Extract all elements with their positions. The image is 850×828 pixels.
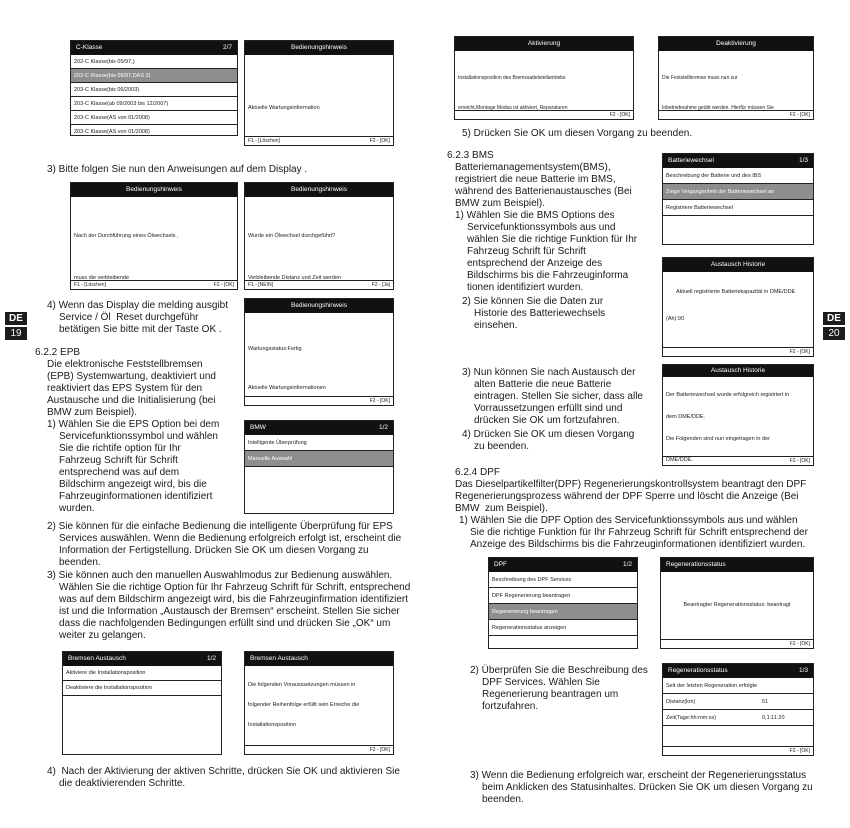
screen-footer <box>245 396 393 405</box>
epb-step4-line: 4) Nach der Aktivierung der aktiven Schritte, drücken Sie OK und aktivieren Sie <box>47 766 400 777</box>
bms-step1-line: tionen identifiziert wurden. <box>467 282 584 293</box>
yes-button[interactable]: F2 - [Ja] <box>371 282 390 288</box>
screen-page: 2/7 <box>222 44 232 51</box>
screen-title: Bedienungshinweis <box>125 186 182 193</box>
bms-intro-line: Batteriemanagementsystem(BMS), <box>455 162 611 173</box>
screen-title: DPF <box>494 561 507 568</box>
list-item[interactable]: Aktiviere die Installationsposition <box>63 666 221 681</box>
screen-line: Installationsposition des Bremssattelsteilantriebs <box>458 75 566 81</box>
screen-bremsen-austausch-1 <box>62 651 222 755</box>
screen-page: 1/2 <box>622 561 632 568</box>
list-item-selected[interactable]: Regenerierung beantragen <box>489 604 637 620</box>
epb-intro-line: Austausche und die Initialisierung (bei <box>47 395 216 406</box>
epb-step3-line: 3) Sie können auch den manuellen Auswahlmodus zur Bedienung auswählen. <box>47 570 393 581</box>
epb-step2-line: beenden. <box>59 557 101 568</box>
table-row <box>663 694 813 710</box>
f2-button[interactable]: F2 - [OK] <box>609 112 630 118</box>
screen-page: 1/3 <box>798 667 808 674</box>
dpf-step1-line: 1) Wählen Sie die DPF Option des Servicefunktionssymbols aus und wählen <box>459 515 798 526</box>
bms-intro-line: BMW zum Beispiel). <box>455 198 546 209</box>
screen-title-bar <box>455 37 633 51</box>
bms-step1-line: entsprechend der Anzeige des <box>467 258 603 269</box>
list-item[interactable]: 202-C Klasse(bis 05/97,) <box>71 55 237 69</box>
page-number-right: 20 <box>823 326 845 340</box>
bms-intro-line: während des Batterienaustausches (Bei <box>455 186 632 197</box>
bms-intro-line: registriert die neue Batterie im BMS, <box>455 174 616 185</box>
bms-step1-line: Fahrzeug Schrift für Schrift <box>467 246 586 257</box>
step-5-text: 5) Drücken Sie OK um diesen Vorgang zu beenden. <box>462 128 693 139</box>
screen-line <box>666 338 810 346</box>
dpf-step3-line: beenden. <box>482 794 524 805</box>
dpf-step2-line: 2) Überprüfen Sie die Beschreibung des <box>470 665 648 676</box>
epb-step3-line: Wählen Sie die richtige Option für Ihr Fahrzeug Schrift für Schrift, entsprechend <box>59 582 411 593</box>
epb-step1-line: wurden. <box>59 503 95 514</box>
step-3-text: 3) Bitte folgen Sie nun den Anweisungen auf dem Display . <box>47 164 308 175</box>
screen-footer <box>71 280 237 289</box>
screen-hint-4 <box>244 298 394 406</box>
bms-step2-line: einsehen. <box>474 320 518 331</box>
epb-intro-line: BMW zum Beispiel). <box>47 407 138 418</box>
f2-button[interactable]: F2 - [OK] <box>213 282 234 288</box>
dpf-step2-line: fortzufahren. <box>482 701 539 712</box>
epb-step1-line: Fahrzeuginformationen identifiziert <box>59 491 213 502</box>
epb-step3-line: dass die nachfolgenden Bedingungen erfüllt sind und drücken Sie „OK“ um <box>59 618 391 629</box>
list-item[interactable]: Deaktiviere die Installationsposition <box>63 681 221 696</box>
f1-button[interactable]: F1 - [Löschen] <box>74 282 106 288</box>
screen-title: Aktivierung <box>527 40 561 47</box>
screen-footer <box>663 746 813 755</box>
list-item-selected[interactable]: Manuelle Auswahl <box>245 451 393 467</box>
screen-line: Der Batteriewechsel wurde erfolgreich registriert in <box>666 392 790 399</box>
screen-line: Nach der Durchführung eines Ölwechsels , <box>74 233 179 239</box>
list-item-selected[interactable]: Zeige Vergangenheit der Batteriewechsel an <box>663 184 813 200</box>
epb-step2-line: 2) Sie können für die einfache Bedienung die intelligente Überprüfung für EPS <box>47 521 393 532</box>
screen-title: C-Klasse <box>76 44 103 51</box>
bms-step3-line: eintragen. Stellen Sie sicher, dass alle <box>474 391 643 402</box>
screen-title: Bedienungshinweis <box>290 302 347 309</box>
step-4-line: Service / Öl Reset durchgeführ <box>59 312 199 323</box>
screen-footer <box>245 136 393 145</box>
screen-footer <box>663 347 813 356</box>
screen-title: Bremsen Austausch <box>68 655 126 662</box>
epb-step2-line: Services auswählen. Wenn die Bedienung erfolgreich erfolgt ist, erscheint die <box>59 533 402 544</box>
epb-step1-line: Bildschirm angezeigt wird, bis die <box>59 479 207 490</box>
screen-title: Regenerationsstatus <box>668 667 728 674</box>
screen-hint-1 <box>244 40 394 146</box>
screen-line: (Ah):90 <box>666 315 685 322</box>
page-number-left: 19 <box>5 326 27 340</box>
dpf-intro-line: Das Dieselpartikelfilter(DPF) Regenerierungskontrollsystem beantragt den DPF <box>455 479 807 490</box>
epb-step1-line: entsprechend was auf dem <box>59 467 180 478</box>
section-heading-dpf: 6.2.4 DPF <box>455 467 501 478</box>
f2-button[interactable]: F2 - [OK] <box>369 747 390 753</box>
bms-step3-line: 3) Nun können Sie nach Austausch der <box>462 367 636 378</box>
list-item-selected[interactable]: 202-C Klasse(bis 06/97,DAS 3) <box>71 69 237 83</box>
bms-step1-line: Bildschirms bis die Fahrzeuginforma <box>467 270 629 281</box>
screen-hint-3 <box>244 182 394 290</box>
screen-title: Deaktivierung <box>716 40 756 47</box>
epb-intro-line: Die elektronische Feststellbremsen <box>47 359 203 370</box>
screen-line: Wartungsstatus:Fertig <box>248 346 302 352</box>
screen-line: Aktuell registrierte Batteriekapazität in DME/DDE <box>676 289 796 295</box>
bms-step2-line: 2) Sie können Sie die Daten zur <box>462 296 604 307</box>
row-label: Seit der letzten Regeneration erfolgte <box>666 683 758 689</box>
table-row <box>663 710 813 726</box>
screen-title: Bedienungshinweis <box>290 44 347 51</box>
row-value: 0,1:11:20 <box>762 715 785 721</box>
section-heading-epb: 6.2.2 EPB <box>35 347 81 358</box>
epb-step1-line: 1) Wählen Sie die EPS Option bei dem <box>47 419 220 430</box>
epb-intro-line: (EPB) Systemwartung, deaktiviert und <box>47 371 216 382</box>
screen-title-bar <box>661 558 813 572</box>
screen-page: 1/2 <box>378 424 388 431</box>
screen-footer <box>245 280 393 289</box>
screen-line: folgender Reihenfolge erfüllt sein Erreiche die <box>248 701 360 708</box>
f2-button[interactable]: F2 - [OK] <box>789 112 810 118</box>
screen-deaktivierung <box>658 36 814 120</box>
screen-line: Aktuelle Wartungsinformation <box>248 105 320 111</box>
row-label: Zeit(Tage:hh:mm:ss) <box>666 715 717 721</box>
screen-title-bar <box>245 652 393 666</box>
side-tab-de-right: DE <box>823 312 845 325</box>
epb-step1-line: Servicefunktionssymbol und wählen <box>59 431 218 442</box>
epb-step3-line: ist und die Information „Austausch der Bremsen“ erscheint. Stellen Sie sicher <box>59 606 400 617</box>
epb-step1-line: Fahrzeug Schrift für Schrift <box>59 455 178 466</box>
screen-footer <box>663 456 813 465</box>
epb-step3-line: was auf dem Bildschirm angezeigt wird, bis die Fahrzeuginfirmation identifiziert <box>59 594 409 605</box>
screen-line: Verbleibende Distanz und Zeit werden <box>248 275 341 281</box>
screen-title-bar <box>71 183 237 197</box>
section-heading-bms: 6.2.3 BMS <box>447 150 494 161</box>
list-item[interactable]: Intelligente Überprüfung <box>245 435 393 451</box>
screen-title-bar <box>245 183 393 197</box>
screen-hint-2 <box>70 182 238 290</box>
bms-step1-line: Servicefunktionssymbols aus und <box>467 222 616 233</box>
screen-bmw <box>244 420 394 514</box>
screen-title: Batteriewechsel <box>668 157 714 164</box>
dpf-intro-line: BMW zum Beispiel). <box>455 503 548 514</box>
screen-line: DME/DDE. <box>666 457 693 464</box>
dpf-step2-line: DPF Services. Wählen Sie <box>482 677 600 688</box>
list-item[interactable]: 203-C Klasse(bis 06/2003) <box>71 83 237 97</box>
bms-step3-line: alten Batterie die neue Batterie <box>474 379 612 390</box>
row-value: 51 <box>762 699 769 705</box>
dpf-step3-line: beim Anklicken des Statusinhaltes. Drücken Sie OK um diesen Vorgang zu <box>482 782 813 793</box>
screen-title: BMW <box>250 424 266 431</box>
screen-footer <box>245 745 393 754</box>
f2-button[interactable]: F2 - [OK] <box>369 138 390 144</box>
screen-title-bar <box>245 421 393 435</box>
f1-button[interactable]: F1 - [Löschen] <box>248 138 280 144</box>
screen-bremsen-austausch-2 <box>244 651 394 755</box>
screen-batteriewechsel <box>662 153 814 245</box>
screen-austausch-historie-1 <box>662 257 814 357</box>
screen-footer <box>659 110 813 119</box>
screen-footer <box>455 110 633 119</box>
bms-step1-line: 1) Wählen Sie die BMS Options des <box>455 210 615 221</box>
list-item[interactable]: 203-C Klasse(AS von 01/2008) <box>71 111 237 125</box>
dpf-intro-line: Regenerierungsprozess während der DPF Sperre und löscht die Anzeige (Bei <box>455 491 799 502</box>
step-4-line: betätigen Sie bitte mit der Taste OK . <box>59 324 222 335</box>
screen-line: dem DME/DDE. <box>666 414 706 421</box>
no-button[interactable]: F1 - [NEIN] <box>248 282 274 288</box>
screen-title-bar <box>63 652 221 666</box>
screen-title-bar <box>659 37 813 51</box>
screen-title: Bremsen Austausch <box>250 655 308 662</box>
bms-step4-line: zu beenden. <box>474 441 530 452</box>
screen-title-bar <box>71 41 237 55</box>
screen-line: Inbetriebnahme geübt werden. Hierfür müssen Sie <box>662 105 774 111</box>
list-item[interactable]: 203-C Klasse(ab 09/2003 bis 12/2007) <box>71 97 237 111</box>
f2-button[interactable]: F2 - [OK] <box>789 349 810 355</box>
screen-title-bar <box>245 299 393 313</box>
dpf-step1-line: Sie die richtige Funktion für Ihr Fahrzeug Schrift für Schrift entsprechend der <box>470 527 808 538</box>
bms-step1-line: wählen Sie die richtige Funktion für Ihr <box>467 234 638 245</box>
table-row <box>663 678 813 694</box>
screen-austausch-historie-2 <box>662 364 814 466</box>
bms-step3-line: Vorraussetzungen erfüllt sind und <box>474 403 623 414</box>
list-item[interactable]: 203-C Klasse(AS von 01/2008) <box>71 125 237 136</box>
screen-title: Austausch Historie <box>710 261 766 268</box>
screen-dpf <box>488 557 638 649</box>
side-tab-de-left: DE <box>5 312 27 325</box>
screen-title: Regenerationsstatus <box>666 561 726 568</box>
regeneration-status-text: Beantragter Regenerationsstatus: beantragt <box>683 602 791 608</box>
epb-step4-line: die deaktivierenden Schritte. <box>59 778 186 789</box>
epb-step3-line: weiter zu gelangen. <box>59 630 146 641</box>
screen-regenerationsstatus-1 <box>660 557 814 649</box>
screen-title-bar <box>663 664 813 678</box>
screen-line: Die Feststellbremse muss nun zur <box>662 75 738 81</box>
screen-title-bar <box>245 41 393 55</box>
f2-button[interactable]: F2 - [OK] <box>789 458 810 464</box>
dpf-step1-line: Anzeige des Bildschirms bis die Fahrzeuginformationen identifiziert wurden. <box>470 539 806 550</box>
list-item[interactable]: Regenerationsstatus anzeigen <box>489 620 637 636</box>
screen-line: Die Folgenden sind nun eingetragen in der <box>666 435 770 442</box>
f2-button[interactable]: F2 - [OK] <box>369 398 390 404</box>
dpf-step2-line: Regenerierung beantragen um <box>482 689 619 700</box>
screen-c-klasse <box>70 40 238 136</box>
screen-line: muss die verbleibende <box>74 275 130 281</box>
screen-footer <box>661 639 813 648</box>
screen-page: 1/2 <box>206 655 216 662</box>
row-label: Distanz(km) <box>666 699 696 705</box>
screen-regenerationsstatus-2 <box>662 663 814 756</box>
screen-title-bar <box>663 154 813 168</box>
bms-step2-line: Historie des Batteriewechsels <box>474 308 606 319</box>
screen-title-bar <box>489 558 637 572</box>
f2-button[interactable]: F2 - [OK] <box>789 748 810 754</box>
epb-intro-line: reaktiviert das EPS System für den <box>47 383 203 394</box>
list-item[interactable]: Registriere Batteriewechsel <box>663 200 813 216</box>
list-item[interactable]: DPF Regenerierung beantragen <box>489 588 637 604</box>
list-item[interactable]: Beschreibung der Batterie und des IBS <box>663 168 813 184</box>
screen-title-bar <box>663 258 813 272</box>
screen-line: Aktuelle Wartungsinformationen <box>248 385 326 391</box>
screen-title: Austausch Historie <box>710 367 766 374</box>
epb-step1-line: Sie die richtife option für Ihr <box>59 443 181 454</box>
step-4-line: 4) Wenn das Display die melding ausgibt <box>47 300 229 311</box>
list-item[interactable]: Beschreibung des DPF Services <box>489 572 637 588</box>
bms-step4-line: 4) Drücken Sie OK um diesen Vorgang <box>462 429 635 440</box>
epb-step2-line: Information der Fertigstellung. Drücken Sie OK um diesen Vorgang zu <box>59 545 369 556</box>
screen-line: Installationsposition <box>248 721 297 728</box>
screen-title: Bedienungshinweis <box>290 186 347 193</box>
screen-line: Wurde ein Ölwechsel durchgeführt? <box>248 233 336 239</box>
dpf-step3-line: 3) Wenn die Bedienung erfolgreich war, erscheint der Regenerierungsstatus <box>470 770 807 781</box>
f2-button[interactable]: F2 - [OK] <box>789 641 810 647</box>
screen-line: Die folgenden Vorausssetzungen müssen in <box>248 682 356 689</box>
screen-page: 1/3 <box>798 157 808 164</box>
bms-step3-line: drücken Sie OK um fortzufahren. <box>474 415 620 426</box>
screen-title-bar <box>663 365 813 377</box>
screen-aktivierung <box>454 36 634 120</box>
screen-line: erreicht,Montage Modus ist aktiviert, Reparaturen <box>458 105 568 111</box>
